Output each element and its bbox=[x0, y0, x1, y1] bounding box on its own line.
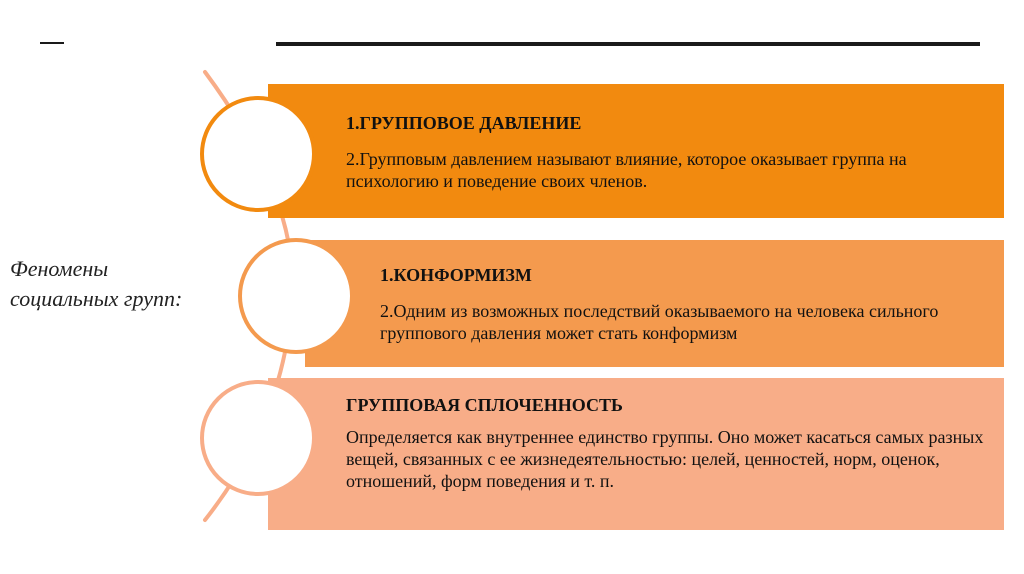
phenomenon-heading: ГРУППОВАЯ СПЛОЧЕННОСТЬ bbox=[346, 395, 623, 415]
phenomenon-heading: 1.ГРУППОВОЕ ДАВЛЕНИЕ bbox=[346, 113, 582, 133]
marker-circle-1 bbox=[200, 96, 316, 212]
side-title-line-2: социальных групп: bbox=[10, 286, 183, 311]
phenomenon-box-conformism bbox=[305, 240, 1004, 367]
marker-circle-2 bbox=[238, 238, 354, 354]
side-title-line-1: Феномены bbox=[10, 256, 109, 281]
phenomenon-heading: 1.КОНФОРМИЗМ bbox=[380, 265, 532, 285]
phenomenon-box-group-cohesion bbox=[268, 378, 1004, 530]
phenomenon-box-content bbox=[380, 264, 1000, 344]
phenomenon-box-content bbox=[346, 394, 996, 492]
phenomenon-description: 2.Одним из возможных последствий оказываемого на человека сильного группового давления может стать конформизм bbox=[380, 301, 939, 343]
phenomenon-description: Определяется как внутреннее единство группы. Оно может касаться самых разных вещей, связанных с ее жизнедеятельностью: целей, ценностей, норм, оценок, отношений, форм поведения и т. п. bbox=[346, 427, 984, 491]
phenomenon-description: 2.Групповым давлением называют влияние, которое оказывает группа на психологию и поведение своих членов. bbox=[346, 149, 907, 191]
phenomenon-box-content bbox=[346, 112, 986, 192]
phenomenon-box-group-pressure bbox=[268, 84, 1004, 218]
marker-circle-3 bbox=[200, 380, 316, 496]
